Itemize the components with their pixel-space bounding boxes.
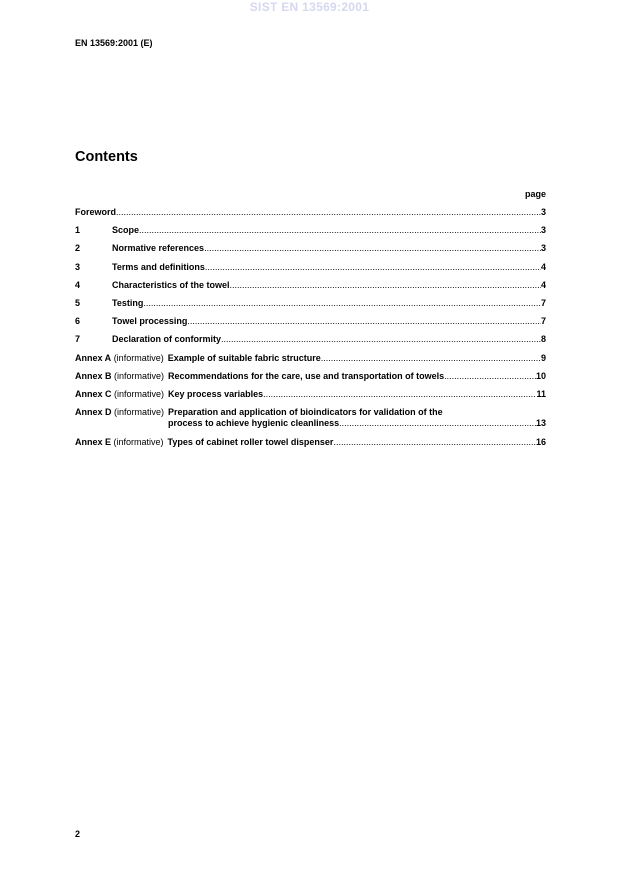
annex-type: (informative) <box>114 407 165 418</box>
toc-entry-number: 2 <box>75 243 81 254</box>
toc-entry-title: Types of cabinet roller towel dispenser <box>167 437 334 448</box>
toc-entry-page: 4 <box>540 261 546 272</box>
annex-type: (informative) <box>114 388 165 399</box>
toc-entry-title: Example of suitable fabric structure <box>167 352 321 363</box>
toc-entry-title: Normative references <box>112 243 205 254</box>
toc-entry-testing[interactable] <box>75 298 546 309</box>
dot-leader <box>333 437 536 448</box>
watermark: SIST EN 13569:2001 <box>249 0 370 14</box>
toc-entry-title: Testing <box>112 297 144 308</box>
toc-entry-number: 5 <box>75 297 81 308</box>
toc-entry-title: Recommendations for the care, use and transportation of towels <box>168 370 445 381</box>
toc-entry-normative-references[interactable] <box>75 243 546 254</box>
toc-entry-title: Declaration of conformity <box>112 334 222 345</box>
toc-entry-towel-processing[interactable] <box>75 316 546 327</box>
toc-entry-page: 10 <box>535 370 546 381</box>
dot-leader <box>204 243 541 254</box>
annex-type: (informative) <box>114 370 165 381</box>
dot-leader <box>143 298 541 309</box>
dot-leader <box>321 353 541 364</box>
toc-entry-title: Towel processing <box>112 316 188 327</box>
toc-entry-title: Key process variables <box>168 388 264 399</box>
toc-entry-annex-e[interactable] <box>75 437 546 448</box>
toc-entry-title: Scope <box>112 225 140 236</box>
annex-label: Annex C <box>75 388 112 399</box>
page-column-label: page <box>524 189 546 199</box>
toc-entry-terms-and-definitions[interactable] <box>75 262 546 273</box>
contents-heading: Contents <box>75 149 138 165</box>
page-number: 2 <box>75 829 81 839</box>
toc-entry-title: Terms and definitions <box>112 261 205 272</box>
dot-leader <box>230 280 541 291</box>
toc-entry-annex-a[interactable] <box>75 353 546 364</box>
toc-entry-page: 3 <box>540 207 546 217</box>
toc-entry-declaration-of-conformity[interactable] <box>75 334 546 345</box>
toc-entry-annex-d[interactable] <box>75 407 546 429</box>
toc-entry-page: 13 <box>535 418 546 429</box>
toc-entry-number: 6 <box>75 316 81 327</box>
toc-entry-page: 7 <box>540 297 546 308</box>
toc-entry-title: Preparation and application of bioindicators for validation of the <box>168 407 443 418</box>
toc-entry-foreword[interactable] <box>75 207 546 218</box>
annex-label: Annex D <box>75 407 112 418</box>
dot-leader <box>221 334 541 345</box>
annex-label: Annex A <box>75 352 112 363</box>
toc-entry-characteristics-of-the-towel[interactable] <box>75 280 546 291</box>
toc-entry-page: 3 <box>540 225 546 236</box>
toc-entry-annex-b[interactable] <box>75 371 546 382</box>
toc-entry-page: 3 <box>540 243 546 254</box>
table-of-contents <box>75 207 546 455</box>
dot-leader <box>205 262 541 273</box>
toc-entry-page: 8 <box>540 334 546 345</box>
toc-entry-page: 7 <box>540 316 546 327</box>
toc-entry-page: 4 <box>540 279 546 290</box>
toc-entry-annex-c[interactable] <box>75 389 546 400</box>
dot-leader <box>139 225 541 236</box>
dot-leader <box>339 418 536 429</box>
dot-leader <box>263 389 536 400</box>
dot-leader <box>187 316 541 327</box>
toc-entry-page: 16 <box>535 437 546 448</box>
toc-entry-number: 3 <box>75 261 81 272</box>
toc-entry-title: Foreword <box>75 207 117 217</box>
toc-entry-scope[interactable] <box>75 225 546 236</box>
annex-type: (informative) <box>113 437 164 448</box>
annex-label: Annex E <box>75 437 112 448</box>
toc-entry-page: 11 <box>536 388 546 399</box>
toc-entry-title: Characteristics of the towel <box>112 279 230 290</box>
toc-entry-number: 7 <box>75 334 81 345</box>
annex-type: (informative) <box>113 352 164 363</box>
document-id-header: EN 13569:2001 (E) <box>75 38 153 48</box>
toc-entry-title-continued: process to achieve hygienic cleanliness <box>168 418 340 429</box>
toc-entry-page: 9 <box>540 352 546 363</box>
annex-label: Annex B <box>75 370 112 381</box>
dot-leader <box>116 207 541 218</box>
toc-entry-number: 1 <box>75 225 81 236</box>
dot-leader <box>444 371 536 382</box>
toc-entry-number: 4 <box>75 279 81 290</box>
